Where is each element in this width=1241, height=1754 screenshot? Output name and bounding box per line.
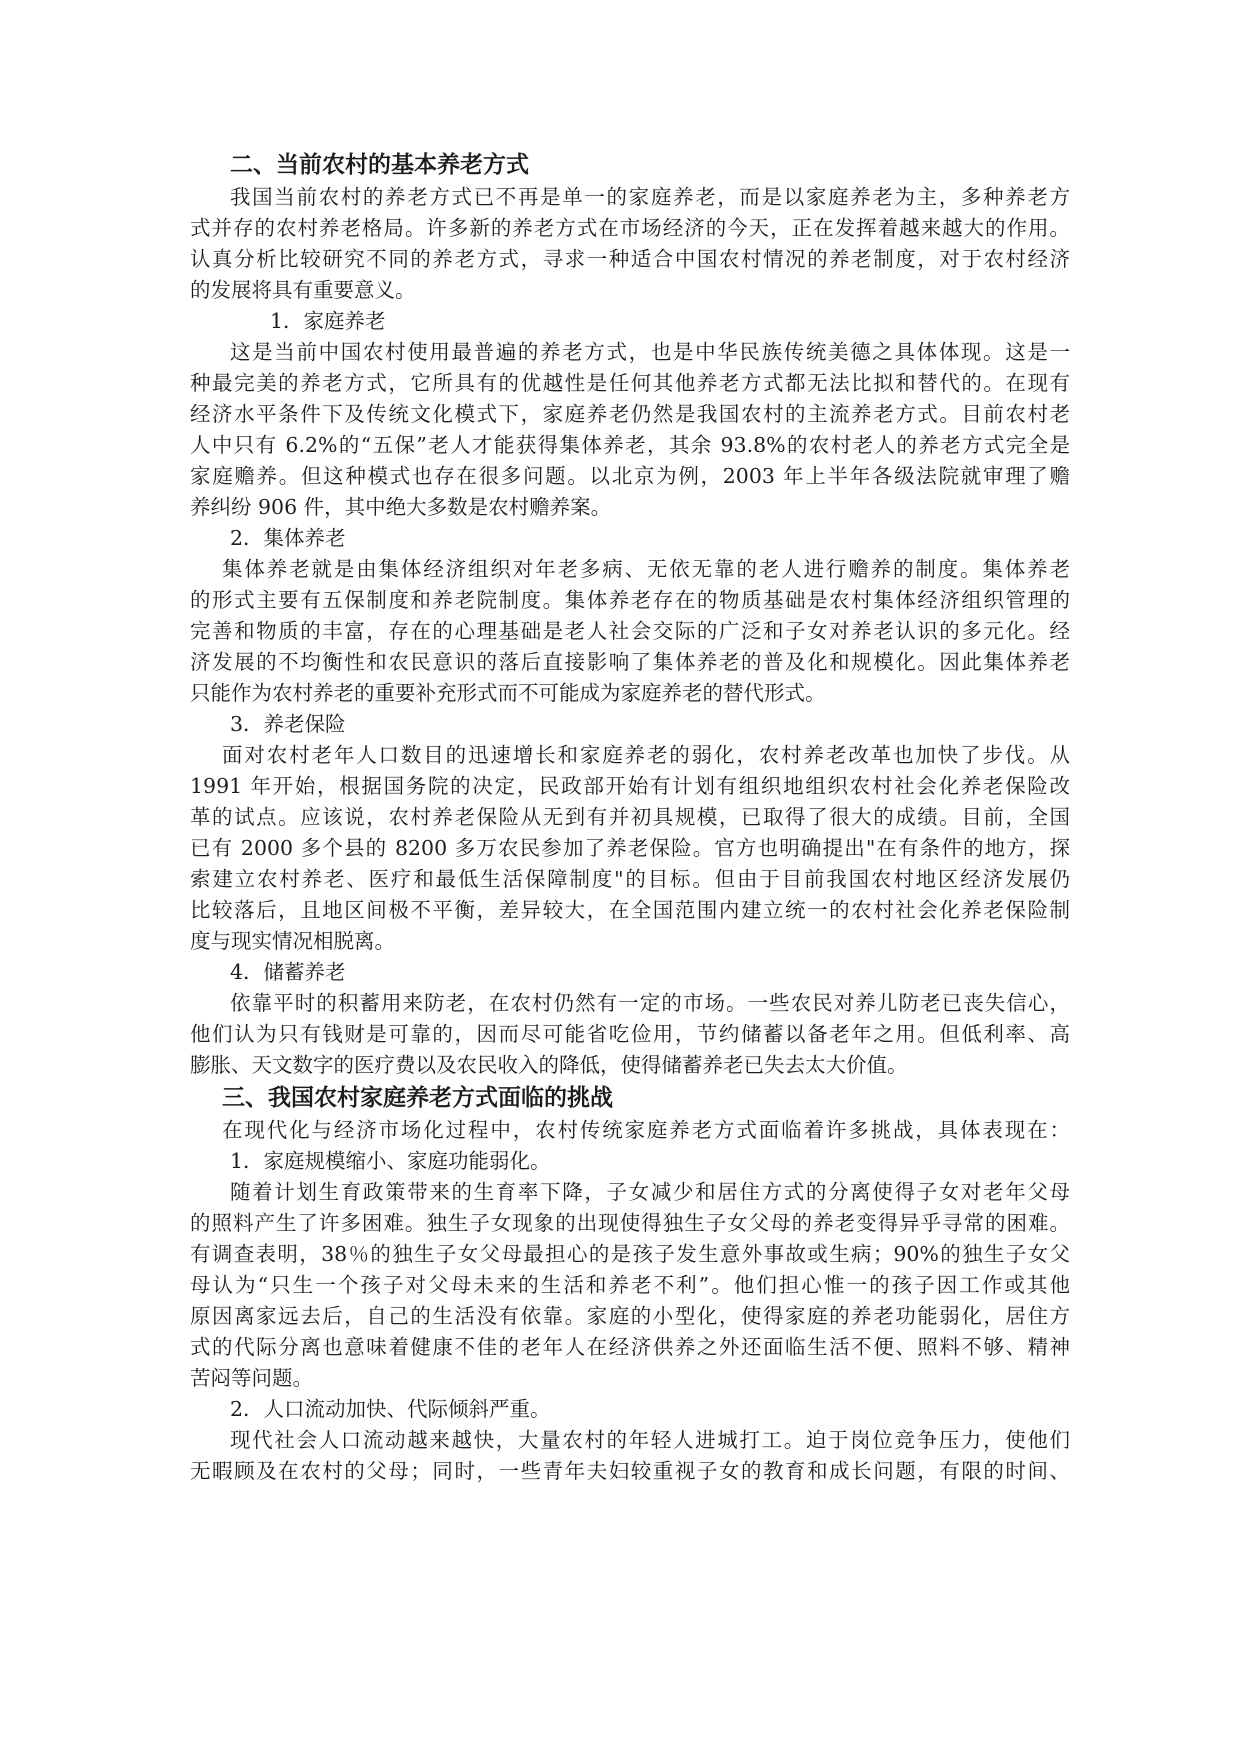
section-heading: 三、我国农村家庭养老方式面临的挑战 bbox=[222, 1085, 613, 1111]
paragraph-line: 在现代化与经济市场化过程中，农村传统家庭养老方式面临着许多挑战，具体表现在： bbox=[222, 1118, 1070, 1142]
paragraph-line: 式的代际分离也意味着健康不佳的老年人在经济供养之外还面临生活不便、照料不够、精神 bbox=[190, 1335, 1070, 1359]
paragraph-line: 膨胀、天文数字的医疗费以及农民收入的降低，使得储蓄养老已失去太大价值。 bbox=[190, 1053, 908, 1077]
document-page bbox=[190, 148, 1070, 1487]
paragraph-line: 种最完美的养老方式，它所具有的优越性是任何其他养老方式都无法比拟和替代的。在现有 bbox=[190, 371, 1070, 395]
paragraph-line: 的发展将具有重要意义。 bbox=[190, 278, 416, 302]
paragraph-line: 随着计划生育政策带来的生育率下降，子女减少和居住方式的分离使得子女对老年父母 bbox=[230, 1180, 1070, 1204]
paragraph-line: 集体养老就是由集体经济组织对年老多病、无依无靠的老人进行赡养的制度。集体养老 bbox=[222, 557, 1070, 581]
paragraph-line: 济发展的不均衡性和农民意识的落后直接影响了集体养老的普及化和规模化。因此集体养老 bbox=[190, 650, 1070, 674]
paragraph-line: 苦闷等问题。 bbox=[190, 1366, 313, 1390]
paragraph-line: 经济水平条件下及传统文化模式下，家庭养老仍然是我国农村的主流养老方式。目前农村老 bbox=[190, 402, 1070, 426]
paragraph-line: 依靠平时的积蓄用来防老，在农村仍然有一定的市场。一些农民对养儿防老已丧失信心， bbox=[230, 991, 1070, 1015]
subsection-title: 1．家庭养老 bbox=[270, 309, 386, 333]
subsection-title: 4．储蓄养老 bbox=[230, 960, 346, 984]
section-heading: 二、当前农村的基本养老方式 bbox=[230, 152, 529, 178]
paragraph-line: 只能作为农村养老的重要补充形式而不可能成为家庭养老的替代形式。 bbox=[190, 681, 826, 705]
subsection-title: 1．家庭规模缩小、家庭功能弱化。 bbox=[230, 1149, 551, 1173]
paragraph-line: 的照料产生了许多困难。独生子女现象的出现使得独生子女父母的养老变得异乎寻常的困难。 bbox=[190, 1211, 1070, 1235]
paragraph-line: 他们认为只有钱财是可靠的，因而尽可能省吃俭用，节约储蓄以备老年之用。但低利率、高 bbox=[190, 1022, 1070, 1046]
subsection-title: 2．集体养老 bbox=[230, 526, 346, 550]
paragraph-line: 1991 年开始，根据国务院的决定，民政部开始有计划有组织地组织农村社会化养老保险改 bbox=[190, 774, 1070, 798]
paragraph-line: 度与现实情况相脱离。 bbox=[190, 929, 395, 953]
paragraph-line: 家庭赡养。但这种模式也存在很多问题。以北京为例，2003 年上半年各级法院就审理了赡 bbox=[190, 464, 1070, 488]
paragraph-line: 原因离家远去后，自己的生活没有依靠。家庭的小型化，使得家庭的养老功能弱化，居住方 bbox=[190, 1304, 1070, 1328]
paragraph-line: 母认为“只生一个孩子对父母未来的生活和养老不利”。他们担心惟一的孩子因工作或其他 bbox=[190, 1273, 1070, 1297]
paragraph-line: 养纠纷 906 件，其中绝大多数是农村赡养案。 bbox=[190, 495, 612, 519]
paragraph-line: 人中只有 6.2%的“五保”老人才能获得集体养老，其余 93.8%的农村老人的养老方式完全是 bbox=[190, 433, 1070, 457]
paragraph-line: 完善和物质的丰富，存在的心理基础是老人社会交际的广泛和子女对养老认识的多元化。经 bbox=[190, 619, 1070, 643]
subsection-title: 3．养老保险 bbox=[230, 712, 346, 736]
subsection-title: 2．人口流动加快、代际倾斜严重。 bbox=[230, 1397, 551, 1421]
paragraph-line: 认真分析比较研究不同的养老方式，寻求一种适合中国农村情况的养老制度，对于农村经济 bbox=[190, 247, 1070, 271]
paragraph-line: 革的试点。应该说，农村养老保险从无到有并初具规模，已取得了很大的成绩。目前，全国 bbox=[190, 805, 1070, 829]
paragraph-line: 这是当前中国农村使用最普遍的养老方式，也是中华民族传统美德之具体体现。这是一 bbox=[230, 340, 1070, 364]
paragraph-line: 面对农村老年人口数目的迅速增长和家庭养老的弱化，农村养老改革也加快了步伐。从 bbox=[222, 743, 1070, 767]
paragraph-line: 无暇顾及在农村的父母；同时，一些青年夫妇较重视子女的教育和成长问题，有限的时间、 bbox=[190, 1459, 1070, 1483]
paragraph-line: 已有 2000 多个县的 8200 多万农民参加了养老保险。官方也明确提出"在有条件的地方，探 bbox=[190, 836, 1070, 860]
paragraph-line: 比较落后，且地区间极不平衡，差异较大，在全国范围内建立统一的农村社会化养老保险制 bbox=[190, 898, 1070, 922]
paragraph-line: 式并存的农村养老格局。许多新的养老方式在市场经济的今天，正在发挥着越来越大的作用。 bbox=[190, 216, 1070, 240]
paragraph-line: 有调查表明，38％的独生子女父母最担心的是孩子发生意外事故或生病；90%的独生子女父 bbox=[190, 1242, 1070, 1266]
paragraph-line: 现代社会人口流动越来越快，大量农村的年轻人进城打工。迫于岗位竞争压力，使他们 bbox=[230, 1428, 1070, 1452]
paragraph-line: 的形式主要有五保制度和养老院制度。集体养老存在的物质基础是农村集体经济组织管理的 bbox=[190, 588, 1070, 612]
paragraph-line: 索建立农村养老、医疗和最低生活保障制度"的目标。但由于目前我国农村地区经济发展仍 bbox=[190, 867, 1070, 891]
paragraph-line: 我国当前农村的养老方式已不再是单一的家庭养老，而是以家庭养老为主，多种养老方 bbox=[230, 185, 1070, 209]
